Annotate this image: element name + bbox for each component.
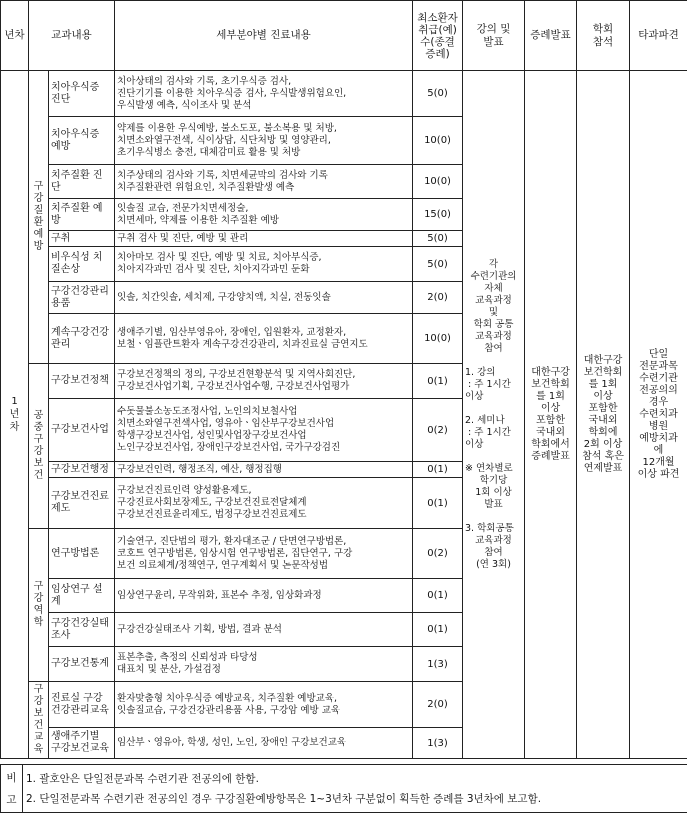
conference-line: 연제발표 <box>583 462 623 474</box>
subject-cell: 임상연구 설계 <box>49 579 115 613</box>
subject-cell: 구강건강관리용품 <box>49 282 115 314</box>
lecture-line: 1. 강의 <box>465 366 496 378</box>
detail-line: 약제를 이용한 우식예방, 불소도포, 불소복용 및 처방, <box>117 122 337 134</box>
subject-cell: 진료실 구강건강관리교육 <box>49 682 115 728</box>
notes-label <box>1 765 23 813</box>
case-count: 10(0) <box>413 165 463 199</box>
case-count: 2(0) <box>413 682 463 728</box>
group-line: 구강 <box>33 434 44 457</box>
detail-line: 환자맞춤형 치아우식증 예방교육, 치주질환 예방교육, <box>117 692 338 704</box>
conference-line: 포함한 <box>588 402 618 414</box>
case-count: 0(1) <box>413 579 463 613</box>
lecture-line: 참여 <box>484 546 503 558</box>
subject-cell: 치아우식증 예방 <box>49 117 115 165</box>
detail-line: 학생구강보건사업, 성인및사업장구강보건사업 <box>117 430 307 441</box>
dispatch-line: 경우 <box>648 396 669 408</box>
lecture-line: 학기당 <box>479 474 508 486</box>
detail-line: 치주상태의 검사와 기록, 치면세균막의 검사와 기록 <box>117 169 328 181</box>
lecture-line: 수련기관의 <box>470 270 517 282</box>
year-line: 년 <box>9 409 20 420</box>
detail-line: 기술연구, 진단법의 평가, 환자대조군 / 단면연구방법론, <box>117 535 347 547</box>
lecture-line: 교육과정 <box>475 294 512 306</box>
subject-cell: 비우식성 치질손상 <box>49 247 115 282</box>
table-row <box>1 71 687 117</box>
conference-cell <box>577 71 630 759</box>
case-count: 0(1) <box>413 462 463 478</box>
notes-table <box>0 764 687 813</box>
group-line: 질환 <box>33 205 44 228</box>
presentation-line: 대한구강 <box>531 366 570 378</box>
header-min-cases <box>413 1 463 71</box>
dispatch-line: 예방치과 <box>639 432 678 444</box>
case-count: 0(1) <box>413 364 463 399</box>
header-lecture-line: 강의 및 <box>476 22 511 35</box>
presentation-line: 이상 <box>540 402 561 414</box>
detail-cell <box>115 282 413 314</box>
conference-line: 이상 <box>593 390 613 402</box>
header-min-cases-line: 최소환자 <box>417 11 458 24</box>
lecture-line: 자체 <box>484 282 503 294</box>
group-line: 교육 <box>33 732 44 755</box>
detail-line: 구강건강실태조사 기획, 방법, 결과 분석 <box>117 623 282 635</box>
notes-label-line: 비 <box>6 771 17 784</box>
detail-line: 표본추출, 측정의 신뢰성과 타당성 <box>117 652 258 663</box>
detail-cell <box>115 529 413 579</box>
conference-line: 를 1회 <box>588 378 618 390</box>
case-count: 5(0) <box>413 247 463 282</box>
detail-line: 구강진료사회보장제도, 구강보건진료전달체계 <box>117 497 307 508</box>
case-count: 0(2) <box>413 529 463 579</box>
detail-cell <box>115 314 413 364</box>
subject-cell: 치주질환 진단 <box>49 165 115 199</box>
conference-line: 학회에 <box>588 426 618 438</box>
detail-cell <box>115 247 413 282</box>
detail-line: 코호트 연구방법론, 임상시험 연구방법론, 집단연구, 구강 <box>117 547 353 559</box>
case-count: 2(0) <box>413 282 463 314</box>
year-line: 차 <box>9 422 20 433</box>
group-line: 구강 <box>33 684 44 707</box>
detail-cell <box>115 71 413 117</box>
header-lecture <box>463 1 525 71</box>
detail-line: 임산부ㆍ영유아, 학생, 성인, 노인, 장애인 구강보건교육 <box>117 737 347 748</box>
case-count: 10(0) <box>413 314 463 364</box>
case-count: 1(3) <box>413 647 463 682</box>
detail-line: 치면소와열구전색사업, 영유아ㆍ임산부구강보건사업 <box>117 418 335 429</box>
subject-cell: 생애주기별 구강보건교육 <box>49 728 115 759</box>
group-line: 구강 <box>33 581 44 604</box>
detail-line: 우식발생 예측, 식이조사 및 분석 <box>117 99 252 111</box>
group-line: 보건 <box>33 708 44 731</box>
lecture-line: 각 <box>488 258 499 270</box>
header-conference <box>577 1 630 71</box>
lecture-line: 참여 <box>484 342 503 354</box>
header-curriculum: 교과내용 <box>29 1 115 71</box>
subject-cell: 구강건강실태조사 <box>49 613 115 647</box>
year-cell <box>1 71 29 759</box>
detail-line: 구강보건인력, 행정조직, 예산, 행정집행 <box>117 463 282 475</box>
dispatch-line: 전문과목 <box>639 360 678 372</box>
detail-cell <box>115 199 413 231</box>
detail-line: 잇솔질교습, 구강건강관리용품 사용, 구강암 예방 교육 <box>117 704 341 716</box>
dispatch-line: 병원 <box>648 420 669 432</box>
dispatch-line: 12개월 <box>642 456 675 468</box>
case-count: 0(1) <box>413 613 463 647</box>
detail-line: 구강보건사업기획, 구강보건사업수행, 구강보건사업평가 <box>117 381 350 392</box>
group-line: 보건 <box>33 458 44 481</box>
detail-line: 수돗물불소농도조정사업, 노인의치보철사업 <box>117 406 298 417</box>
subject-cell: 치주질환 예방 <box>49 199 115 231</box>
notes-label-line: 고 <box>6 793 17 806</box>
detail-line: 치면소와열구전색, 식이상담, 식단처방 및 영양관리, <box>117 134 331 146</box>
detail-cell <box>115 117 413 165</box>
conference-line: 참석 혹은 <box>582 450 624 462</box>
subject-cell: 구강보건진료제도 <box>49 478 115 529</box>
year-line: 1 <box>11 396 18 407</box>
group-line: 구강 <box>33 181 44 204</box>
detail-line: 생애주기별, 임산부영유아, 장애인, 입원환자, 교정환자, <box>117 326 347 338</box>
case-count: 10(0) <box>413 117 463 165</box>
header-row <box>1 1 687 71</box>
detail-cell <box>115 165 413 199</box>
detail-line: 노인구강보건사업, 장애인구강보건사업, 국가구강검진 <box>117 442 341 453</box>
header-dispatch: 타과파견 <box>630 1 687 71</box>
dispatch-line: 단일 <box>648 348 669 360</box>
subject-cell: 구강보건통계 <box>49 647 115 682</box>
detail-line: 치아상태의 검사와 기록, 초기우식증 검사, <box>117 75 292 87</box>
detail-cell <box>115 364 413 399</box>
presentation-line: 를 1회 <box>536 390 565 402</box>
conference-line: 대한구강 <box>583 354 623 366</box>
detail-cell <box>115 728 413 759</box>
detail-cell <box>115 613 413 647</box>
detail-line: 구취 검사 및 진단, 예방 및 관리 <box>117 232 249 244</box>
presentation-line: 증례발표 <box>531 450 570 462</box>
header-conference-line: 참석 <box>592 35 614 48</box>
detail-line: 잇솔, 치간잇솔, 세치제, 구강양치액, 치실, 전동잇솔 <box>117 291 331 303</box>
detail-line: 진단기기를 이용한 치아우식증 검사, 우식발생위험요인, <box>117 87 347 99</box>
header-lecture-line: 발표 <box>483 35 504 48</box>
presentation-line: 보건학회 <box>531 378 570 390</box>
dispatch-line: 수련치과 <box>639 408 678 420</box>
lecture-line: 발표 <box>484 498 503 510</box>
detail-line: 구강보건진료윤리제도, 법정구강보건진료제도 <box>117 509 307 520</box>
lecture-line: 2. 세미나 <box>465 414 505 426</box>
group-prevention <box>29 71 49 364</box>
lecture-cell <box>463 71 525 759</box>
group-public-health <box>29 364 49 529</box>
subject-cell: 계속구강건강관리 <box>49 314 115 364</box>
header-min-cases-line: 증례) <box>425 47 450 60</box>
detail-line: 임상연구윤리, 무작위화, 표본수 추정, 임상화과정 <box>117 589 322 601</box>
detail-line: 보건 의료체계/정책연구, 연구계획서 및 논문작성법 <box>117 559 329 571</box>
notes-content <box>23 765 687 813</box>
note-line: 1. 괄호안은 단일전문과목 수련기관 전공의에 한함. <box>26 772 259 785</box>
lecture-line: 1회 이상 <box>475 486 512 498</box>
detail-cell <box>115 647 413 682</box>
detail-cell <box>115 231 413 247</box>
subject-cell: 연구방법론 <box>49 529 115 579</box>
presentation-line: 포함한 <box>536 414 565 426</box>
detail-line: 치아마모 검사 및 진단, 예방 및 치료, 치아부식증, <box>117 252 322 263</box>
case-count: 0(1) <box>413 478 463 529</box>
dispatch-line: 이상 파견 <box>637 468 680 480</box>
group-line: 역학 <box>33 605 44 628</box>
header-year: 년차 <box>1 1 29 71</box>
dispatch-cell <box>630 71 687 759</box>
case-count: 15(0) <box>413 199 463 231</box>
case-count: 5(0) <box>413 71 463 117</box>
lecture-line: 이상 <box>465 390 484 402</box>
detail-cell <box>115 462 413 478</box>
lecture-line: 교육과정 <box>475 534 512 546</box>
detail-cell <box>115 399 413 462</box>
detail-line: 구강보건정책의 정의, 구강보건현황분석 및 지역사회진단, <box>117 369 356 380</box>
header-conference-line: 학회 <box>592 22 614 35</box>
group-line: 공중 <box>33 410 44 433</box>
subject-cell: 치아우식증 진단 <box>49 71 115 117</box>
lecture-line: : 주 1시간 <box>465 378 511 390</box>
header-detail: 세부분야별 진료내용 <box>115 1 413 71</box>
detail-cell <box>115 579 413 613</box>
lecture-line: 이상 <box>465 438 484 450</box>
notes-row <box>1 765 687 813</box>
group-line: 예방 <box>33 229 44 252</box>
lecture-line: : 주 1시간 <box>465 426 511 438</box>
detail-line: 치아지각과민 검사 및 진단, 치아지각과민 둔화 <box>117 264 310 275</box>
conference-line: 2회 이상 <box>583 438 623 450</box>
conference-line: 보건학회 <box>583 366 623 378</box>
presentation-line: 국내외 <box>536 426 565 438</box>
header-presentation: 증례발표 <box>525 1 577 71</box>
header-min-cases-line: 수(종결 <box>420 35 455 48</box>
subject-cell: 구취 <box>49 231 115 247</box>
note-line: 2. 단일전문과목 수련기관 전공의인 경우 구강질환예방항목은 1~3년차 구분없이 획득한 증례를 3년차에 보고함. <box>26 792 542 805</box>
dispatch-line: 전공의의 <box>639 384 678 396</box>
presentation-line: 학회에서 <box>531 438 570 450</box>
conference-line: 국내외 <box>588 414 618 426</box>
lecture-line: 및 <box>488 306 499 318</box>
detail-line: 구강보건진료인력 양성활용제도, <box>117 485 252 496</box>
detail-line: 치주질환관련 위험요인, 치주질환발생 예측 <box>117 181 295 193</box>
detail-line: 보철ㆍ임플란트환자 계속구강건강관리, 치과진료실 금연지도 <box>117 338 368 350</box>
subject-cell: 구강보건사업 <box>49 399 115 462</box>
detail-line: 초기우식병소 충전, 대체감미료 활용 및 처방 <box>117 146 301 158</box>
lecture-line: 3. 학회공통 <box>465 522 514 534</box>
dispatch-line: 수련기관 <box>639 372 678 384</box>
case-count: 0(2) <box>413 399 463 462</box>
group-education <box>29 682 49 759</box>
case-count: 5(0) <box>413 231 463 247</box>
subject-cell: 구강보건정책 <box>49 364 115 399</box>
header-min-cases-line: 취급(예) <box>418 23 457 36</box>
detail-cell <box>115 682 413 728</box>
case-count: 1(3) <box>413 728 463 759</box>
detail-cell <box>115 478 413 529</box>
detail-line: 치면세마, 약제를 이용한 치주질환 예방 <box>117 214 279 226</box>
detail-line: 잇솔질 교습, 전문가치면세정술, <box>117 202 249 214</box>
lecture-line: (연 3회) <box>476 558 511 570</box>
lecture-line: 교육과정 <box>475 330 512 342</box>
detail-line: 대표치 및 분산, 가설검정 <box>117 664 221 675</box>
dispatch-line: 에 <box>653 444 664 456</box>
presentation-cell <box>525 71 577 759</box>
group-epidemiology <box>29 529 49 682</box>
lecture-line: ※ 연차별로 <box>465 462 513 474</box>
subject-cell: 구강보건행정 <box>49 462 115 478</box>
lecture-line: 학회 공통 <box>473 318 514 330</box>
